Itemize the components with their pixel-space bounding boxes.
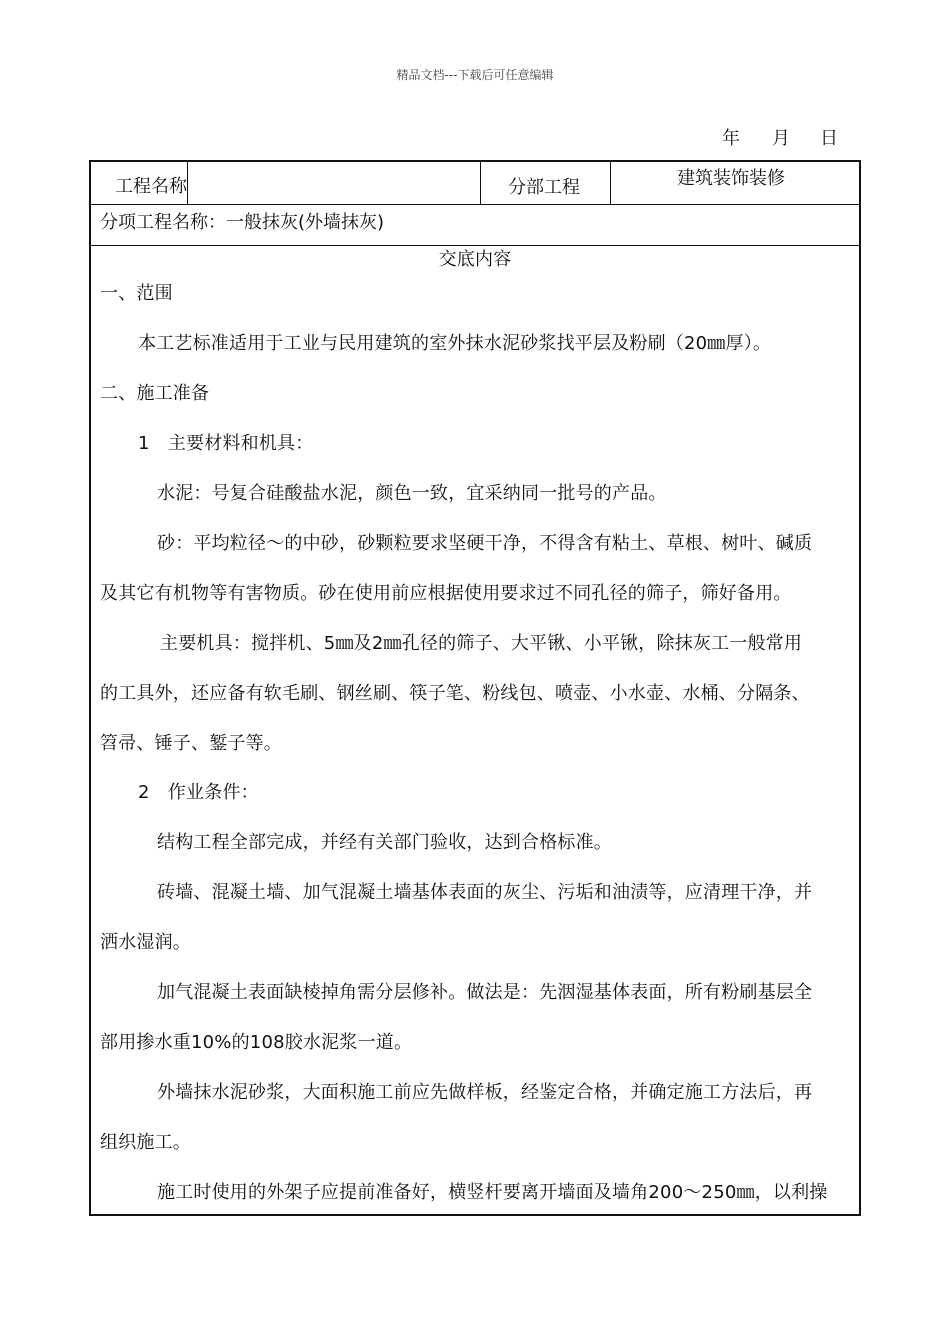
subitem-row xyxy=(91,204,859,246)
disclosure-content xyxy=(91,245,859,1215)
paragraph-line: 及其它有机物等有害物质。砂在使用前应根据使用要求过不同孔径的筛子，筛好备用。 xyxy=(100,583,792,604)
date-month-label: 月 xyxy=(772,128,790,149)
content-title: 交底内容 xyxy=(438,249,512,270)
division-label: 分部工程 xyxy=(508,177,580,198)
section-heading: 二、施工准备 xyxy=(100,383,210,404)
paragraph-line: 部用掺水重10%的108胶水泥浆一道。 xyxy=(100,1032,413,1053)
division-label-cell xyxy=(481,162,611,204)
paragraph-line: 外墙抹水泥砂浆，大面积施工前应先做样板，经鉴定合格，并确定施工方法后，再 xyxy=(157,1082,813,1103)
division-value-cell[interactable] xyxy=(611,162,859,204)
paragraph-line: 主要机具：搅拌机、5㎜及2㎜孔径的筛子、大平锹、小平锹，除抹灰工一般常用 xyxy=(160,633,803,654)
table-header-row xyxy=(91,162,859,205)
subitem-name: 分项工程名称：一般抹灰(外墙抹灰) xyxy=(100,212,385,233)
project-name-label-cell xyxy=(91,162,188,204)
paragraph-line: 组织施工。 xyxy=(100,1132,191,1153)
paragraph-line: 洒水湿润。 xyxy=(100,932,191,953)
paragraph-line: 水泥：号复合硅酸盐水泥，颜色一致，宜采纳同一批号的产品。 xyxy=(157,483,667,504)
section-heading: 一、范围 xyxy=(100,283,173,304)
division-value: 建筑装饰装修 xyxy=(677,168,785,189)
project-name-label: 工程名称 xyxy=(115,176,187,197)
paragraph-line: 加气混凝土表面缺棱掉角需分层修补。做法是：先洇湿基体表面，所有粉刷基层全 xyxy=(157,982,813,1003)
header-note: 精品文档---下载后可任意编辑 xyxy=(396,68,554,82)
paragraph-line: 的工具外，还应备有软毛刷、钢丝刷、筷子笔、粉线包、喷壶、小水壶、水桶、分隔条、 xyxy=(100,683,810,704)
subsection-heading: 1 主要材料和机具： xyxy=(138,433,314,454)
disclosure-table xyxy=(89,160,861,1216)
paragraph-line: 砖墙、混凝土墙、加气混凝土墙基体表面的灰尘、污垢和油渍等，应清理干净，并 xyxy=(157,882,813,903)
paragraph-line: 结构工程全部完成，并经有关部门验收，达到合格标准。 xyxy=(157,832,612,853)
paragraph-line: 砂：平均粒径～的中砂，砂颗粒要求坚硬干净，不得含有粘土、草根、树叶、碱质 xyxy=(157,533,813,554)
project-name-value-cell[interactable] xyxy=(188,162,481,204)
date-year-label: 年 xyxy=(722,128,740,149)
paragraph-line: 本工艺标准适用于工业与民用建筑的室外抹水泥砂浆找平层及粉刷（20㎜厚）。 xyxy=(138,333,772,354)
subsection-heading: 2 作业条件： xyxy=(138,782,259,803)
date-day-label: 日 xyxy=(820,128,838,149)
paragraph-line: 笤帚、锤子、錾子等。 xyxy=(100,733,282,754)
paragraph-line: 施工时使用的外架子应提前准备好，横竖杆要离开墙面及墙角200～250㎜，以利操 xyxy=(157,1182,828,1203)
